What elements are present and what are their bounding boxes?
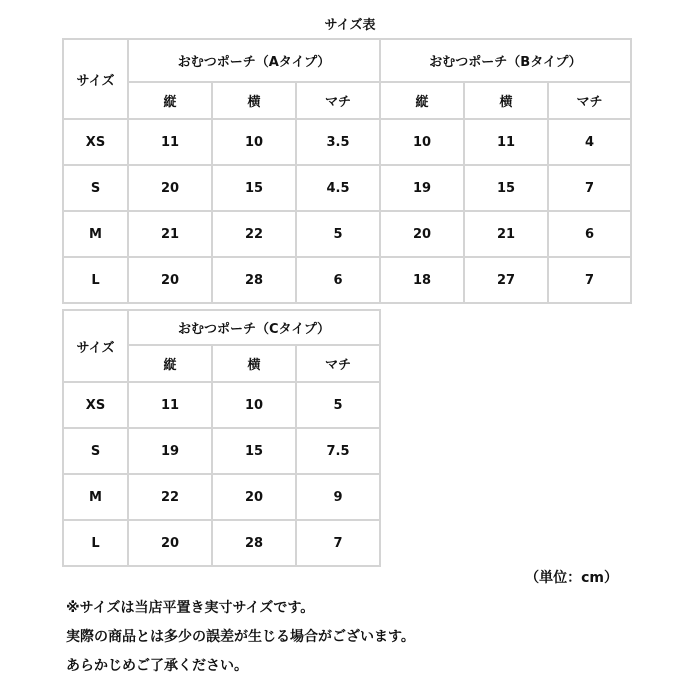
table-row — [63, 165, 631, 211]
sub-header-width: 横 — [212, 82, 296, 119]
table-cell: 19 — [380, 165, 464, 211]
table-cell: 6 — [296, 257, 380, 303]
table-cell: 4 — [548, 119, 631, 165]
row-size-label: XS — [63, 119, 128, 165]
sub-header-row — [63, 82, 631, 119]
sub-header-length: 縦 — [128, 345, 212, 382]
note-line: あらかじめご了承ください。 — [66, 658, 248, 674]
table-cell: 3.5 — [296, 119, 380, 165]
table-cell: 7 — [548, 165, 631, 211]
row-size-label: XS — [63, 382, 128, 428]
note-line: ※サイズは当店平置き実寸サイズです。 — [66, 600, 315, 616]
table-cell: 9 — [296, 474, 380, 520]
table-cell: 20 — [128, 520, 212, 566]
table-cell: 22 — [212, 211, 296, 257]
unit-label: （単位：cm） — [525, 570, 618, 586]
table-row — [63, 257, 631, 303]
table-cell: 7.5 — [296, 428, 380, 474]
table-cell: 20 — [212, 474, 296, 520]
table-row — [63, 428, 380, 474]
size-corner-header: サイズ — [63, 310, 128, 382]
size-table-c — [62, 309, 381, 567]
table-cell: 11 — [464, 119, 548, 165]
table-cell: 15 — [464, 165, 548, 211]
table-cell: 5 — [296, 211, 380, 257]
table-cell: 15 — [212, 428, 296, 474]
row-size-label: S — [63, 165, 128, 211]
table-cell: 6 — [548, 211, 631, 257]
table-cell: 27 — [464, 257, 548, 303]
row-size-label: S — [63, 428, 128, 474]
group-header-b: おむつポーチ（Bタイプ） — [380, 39, 631, 82]
table-cell: 11 — [128, 382, 212, 428]
row-size-label: M — [63, 474, 128, 520]
table-cell: 10 — [212, 119, 296, 165]
sub-header-width: 横 — [212, 345, 296, 382]
table-cell: 28 — [212, 257, 296, 303]
size-table-ab — [62, 38, 632, 304]
table-cell: 20 — [128, 165, 212, 211]
table-row — [63, 382, 380, 428]
header-row — [63, 39, 631, 82]
table-row — [63, 211, 631, 257]
table-cell: 7 — [296, 520, 380, 566]
size-chart-title: サイズ表 — [324, 18, 376, 33]
sub-header-gusset: マチ — [296, 345, 380, 382]
table-cell: 19 — [128, 428, 212, 474]
row-size-label: M — [63, 211, 128, 257]
table-cell: 10 — [212, 382, 296, 428]
table-cell: 20 — [128, 257, 212, 303]
sub-header-length: 縦 — [128, 82, 212, 119]
size-corner-header: サイズ — [63, 39, 128, 119]
table-cell: 4.5 — [296, 165, 380, 211]
table-cell: 21 — [464, 211, 548, 257]
table-cell: 5 — [296, 382, 380, 428]
table-cell: 28 — [212, 520, 296, 566]
group-header-a: おむつポーチ（Aタイプ） — [128, 39, 380, 82]
group-header-c: おむつポーチ（Cタイプ） — [128, 310, 380, 345]
row-size-label: L — [63, 520, 128, 566]
table-cell: 10 — [380, 119, 464, 165]
table-cell: 20 — [380, 211, 464, 257]
note-line: 実際の商品とは多少の誤差が生じる場合がございます。 — [66, 629, 415, 645]
table-cell: 7 — [548, 257, 631, 303]
sub-header-gusset: マチ — [548, 82, 631, 119]
sub-header-gusset: マチ — [296, 82, 380, 119]
table-row — [63, 520, 380, 566]
table-cell: 15 — [212, 165, 296, 211]
table-cell: 21 — [128, 211, 212, 257]
table-cell: 22 — [128, 474, 212, 520]
table-cell: 11 — [128, 119, 212, 165]
header-row — [63, 310, 380, 345]
table-row — [63, 119, 631, 165]
sub-header-width: 横 — [464, 82, 548, 119]
table-cell: 18 — [380, 257, 464, 303]
sub-header-length: 縦 — [380, 82, 464, 119]
row-size-label: L — [63, 257, 128, 303]
table-row — [63, 474, 380, 520]
